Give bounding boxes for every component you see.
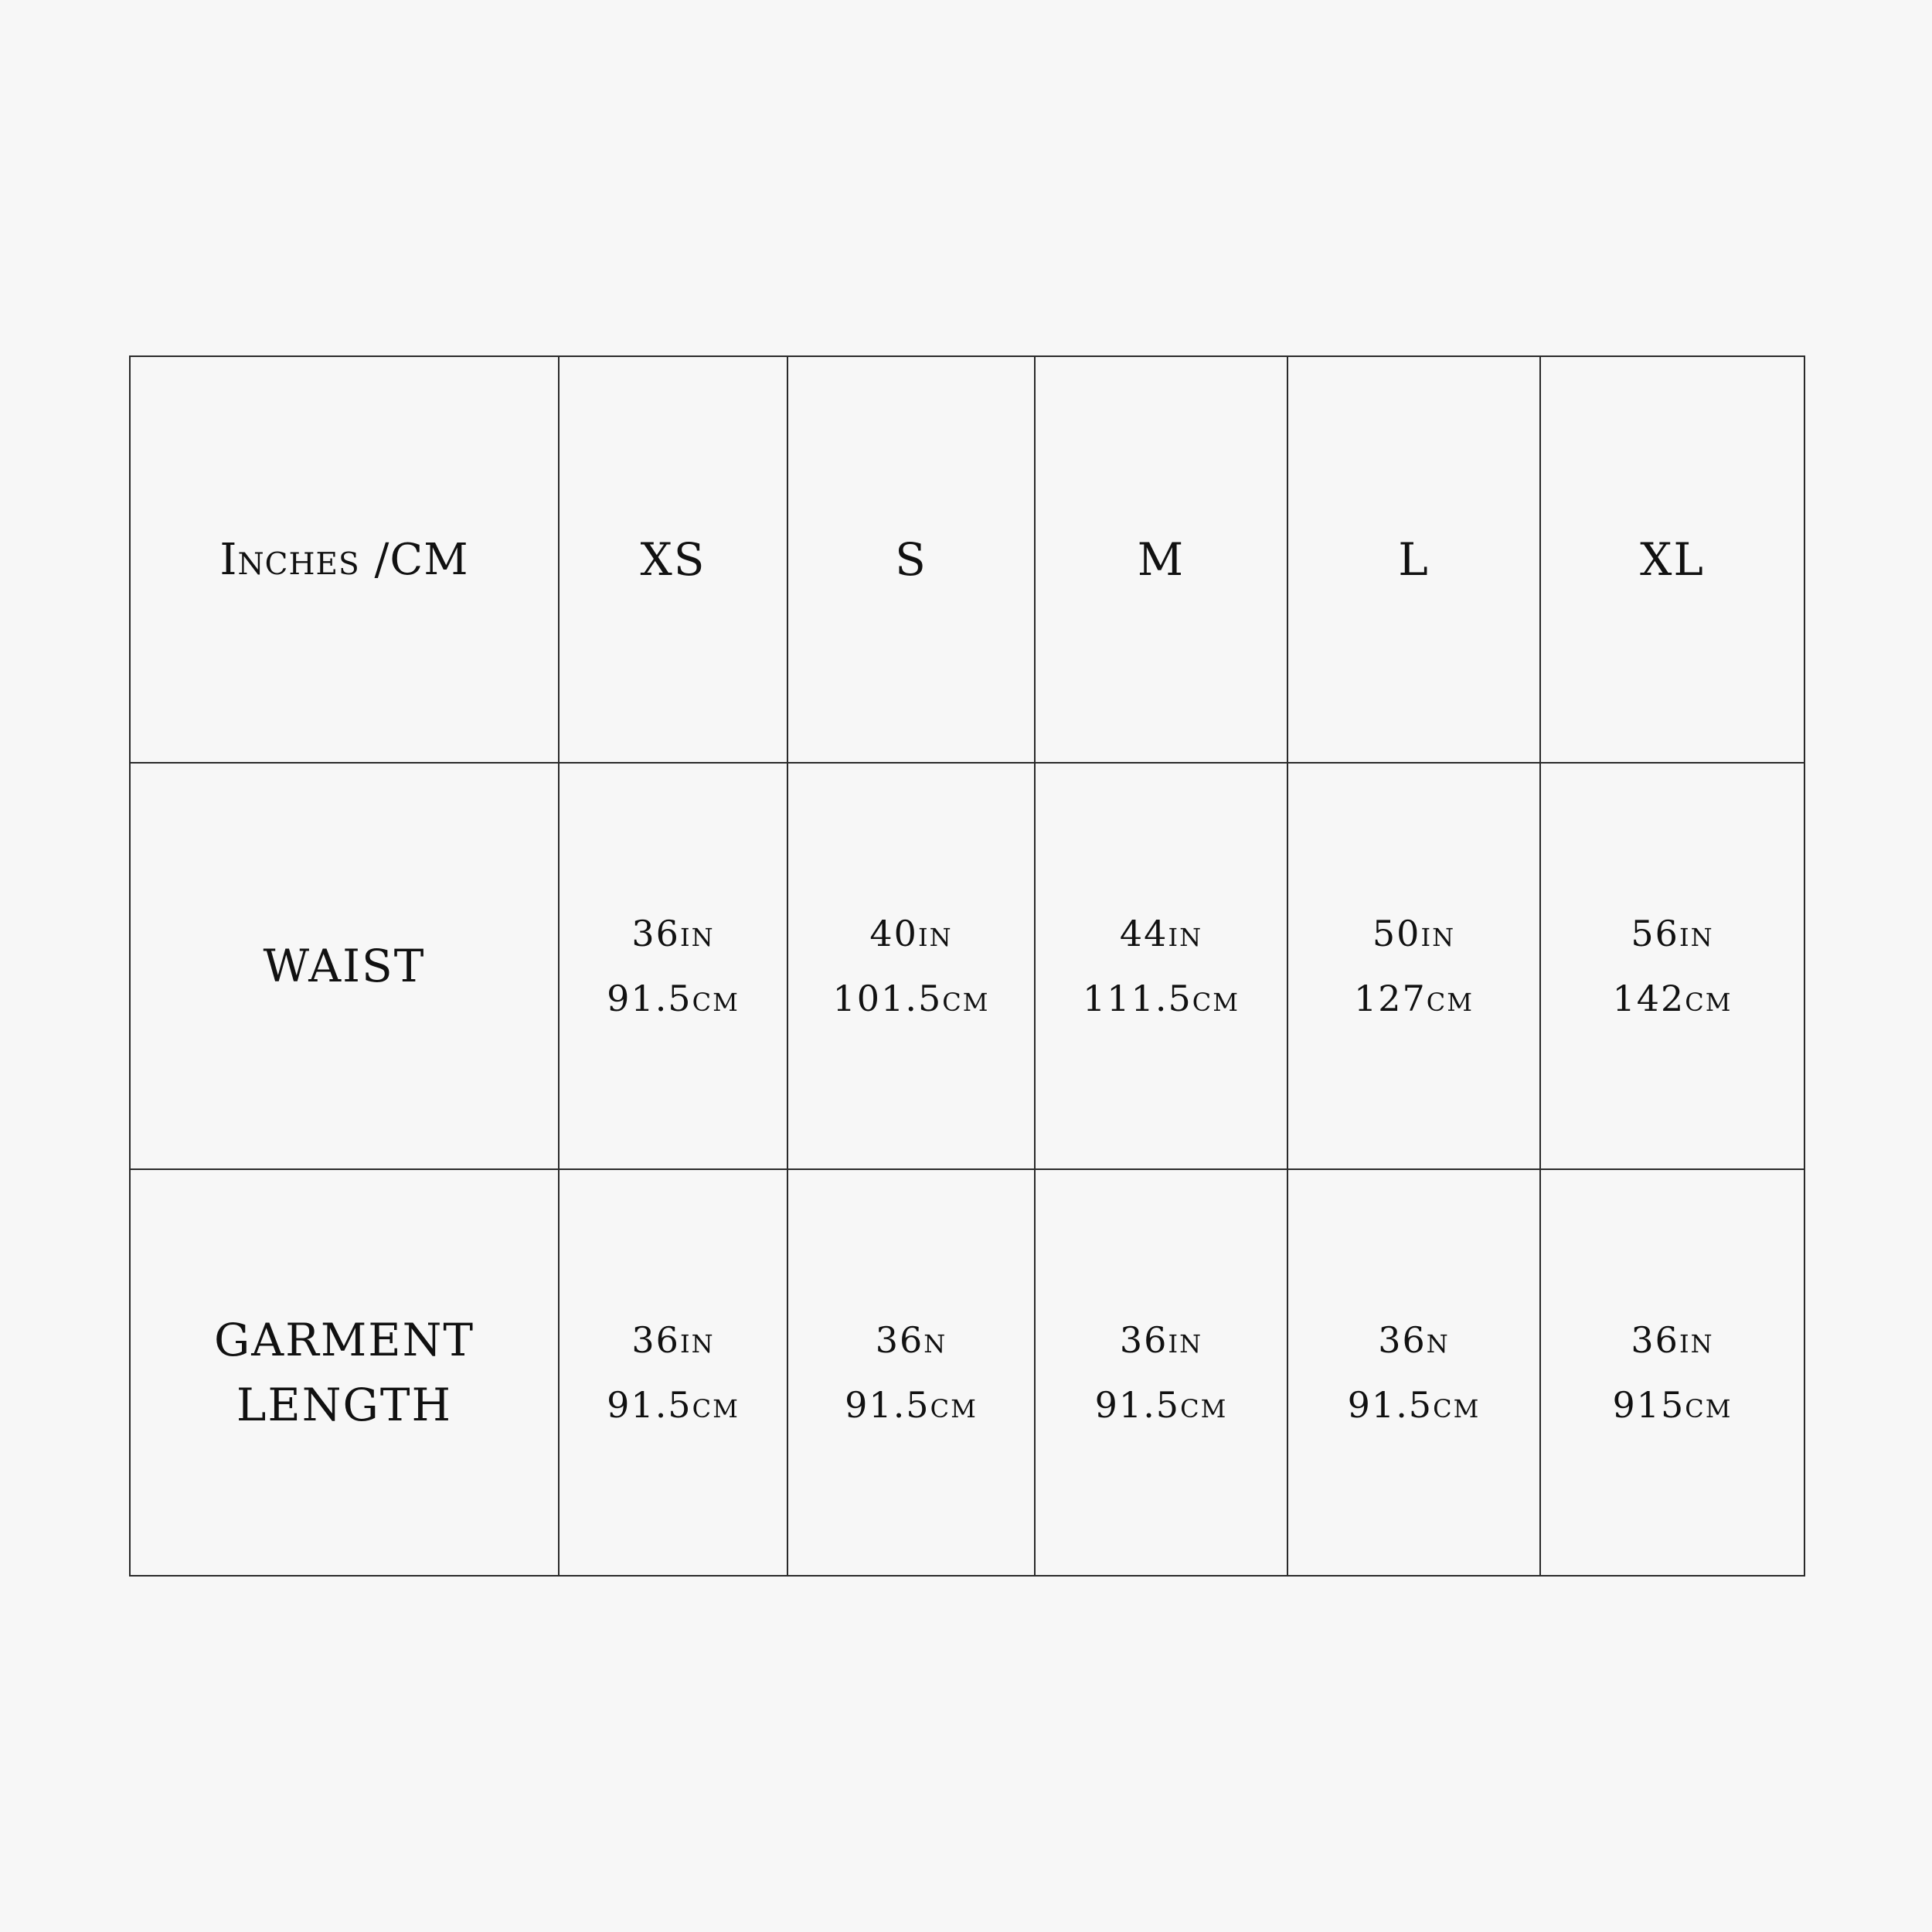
inches-value: 44in <box>1119 913 1203 954</box>
inches-value: 36in <box>1631 1319 1714 1361</box>
inches-value: 36n <box>875 1319 947 1361</box>
cm-value: 101.5cm <box>832 978 990 1019</box>
row-label-cell <box>130 763 559 1169</box>
inches-value: 36n <box>1378 1319 1450 1361</box>
garment-length-label-line2: LENGTH <box>236 1379 453 1431</box>
inches-value: 56in <box>1631 913 1714 954</box>
measurement-cell <box>1287 1169 1540 1576</box>
size-header-xl: XL <box>1540 356 1804 763</box>
measurement-cell <box>559 1169 787 1576</box>
size-header-s: S <box>787 356 1035 763</box>
corner-cell <box>130 356 559 763</box>
cm-value: 142cm <box>1612 978 1733 1019</box>
inches-value: 40in <box>869 913 953 954</box>
size-header-xs: XS <box>559 356 787 763</box>
row-label-cell <box>130 1169 559 1576</box>
measurement-cell <box>787 763 1035 1169</box>
garment-length-label-line1: GARMENT <box>213 1314 475 1366</box>
measurement-cell <box>1035 763 1287 1169</box>
cm-value: 91.5cm <box>607 978 740 1019</box>
cm-value: 111.5cm <box>1083 978 1240 1019</box>
size-chart-table <box>129 355 1805 1577</box>
cm-value: 915cm <box>1612 1384 1733 1426</box>
cm-value: 91.5cm <box>1347 1384 1481 1426</box>
inches-value: 36in <box>631 913 715 954</box>
measurement-cell <box>1540 1169 1804 1576</box>
size-header-l: L <box>1287 356 1540 763</box>
measurement-cell <box>1540 763 1804 1169</box>
size-header-row <box>130 356 1804 763</box>
waist-label: WAIST <box>263 940 426 992</box>
units-label: Inches /CM <box>219 534 469 585</box>
size-header-m: M <box>1035 356 1287 763</box>
cm-value: 91.5cm <box>845 1384 978 1426</box>
measurement-cell <box>559 763 787 1169</box>
measurement-cell <box>1287 763 1540 1169</box>
measurement-cell <box>1035 1169 1287 1576</box>
inches-value: 36in <box>1119 1319 1203 1361</box>
inches-value: 36in <box>631 1319 715 1361</box>
measurement-cell <box>787 1169 1035 1576</box>
inches-value: 50in <box>1372 913 1456 954</box>
cm-value: 91.5cm <box>607 1384 740 1426</box>
cm-value: 127cm <box>1353 978 1475 1019</box>
cm-value: 91.5cm <box>1094 1384 1228 1426</box>
garment-length-row <box>130 1169 1804 1576</box>
waist-row <box>130 763 1804 1169</box>
